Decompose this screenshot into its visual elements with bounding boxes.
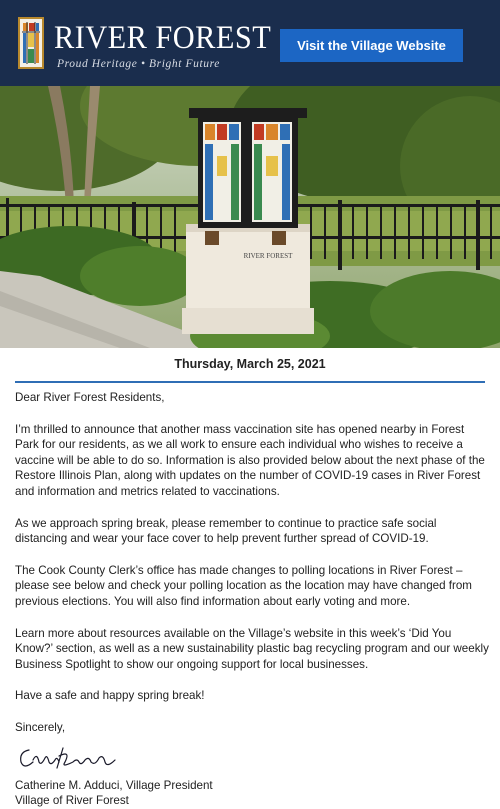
stained-glass-logo-icon bbox=[18, 17, 44, 69]
paragraph: As we approach spring break, please remember to continue to practice safe social distancing and wear your face cover to help prevent further spread of COVID-19. bbox=[15, 516, 437, 546]
brand-tagline: Proud Heritage • Bright Future bbox=[57, 58, 220, 70]
signer-name: Catherine M. Adduci, Village President bbox=[15, 778, 213, 792]
sign-text: RIVER FOREST bbox=[243, 252, 293, 260]
signer-organization: Village of River Forest bbox=[15, 794, 129, 808]
email-header bbox=[0, 0, 500, 86]
paragraph: Have a safe and happy spring break! bbox=[15, 689, 205, 703]
hero-photo bbox=[0, 86, 500, 348]
brand-name: RIVER FOREST bbox=[54, 20, 272, 56]
letter-body bbox=[15, 390, 489, 809]
paragraph: The Cook County Clerk’s office has made changes to polling locations in River Forest – please see below and check your polling location as the location may have changed from previous elections. You will also find information about early voting and more. bbox=[15, 563, 472, 608]
handwritten-signature bbox=[15, 742, 135, 772]
paragraph: Learn more about resources available on the Village’s website in this week’s ‘Did You Know?’ section, as well as a new sustainability plastic bag recycling program and our weekly Business Spotlight to show our ongoing support for local businesses. bbox=[15, 626, 489, 671]
newsletter-date: Thursday, March 25, 2021 bbox=[174, 357, 326, 371]
paragraph: I’m thrilled to announce that another mass vaccination site has opened nearby in Forest Park for our residents, as we all work to ensure each individual who wishes to receive a vaccine will be able to do so. Information is also provided below about the next phase of the Restore Illinois Plan, along with updates on the number of COVID-19 cases in River Forest and information and metrics related to vaccinations. bbox=[15, 422, 485, 498]
salutation: Dear River Forest Residents, bbox=[15, 391, 165, 404]
section-divider bbox=[15, 381, 485, 383]
closing: Sincerely, bbox=[15, 720, 66, 734]
visit-village-website-button[interactable]: Visit the Village Website bbox=[280, 29, 463, 62]
